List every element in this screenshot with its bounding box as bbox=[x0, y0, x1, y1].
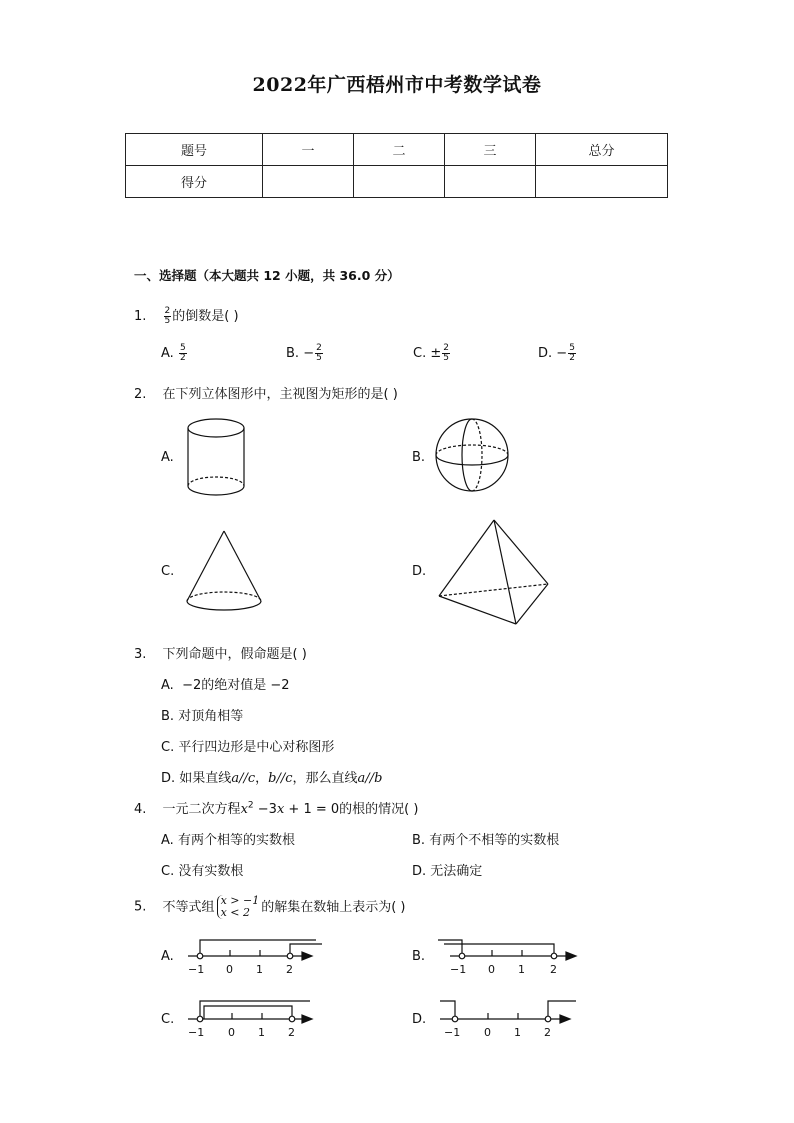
question-number: 4. bbox=[134, 802, 147, 817]
tick-label: 1 bbox=[518, 963, 525, 976]
tick-label: 0 bbox=[488, 963, 495, 976]
option-c[interactable]: C. 平行四边形是中心对称图形 bbox=[161, 740, 335, 755]
option-d[interactable]: D. bbox=[412, 564, 427, 579]
tick-label: −1 bbox=[188, 1026, 205, 1039]
option-a[interactable]: A. 有两个相等的实数根 bbox=[161, 833, 295, 848]
option-a[interactable]: A. $\frac{5}{2}$ bbox=[161, 343, 186, 363]
tick-label: 1 bbox=[514, 1026, 521, 1039]
option-c[interactable]: C. bbox=[161, 564, 175, 579]
question-number: 5. bbox=[134, 899, 147, 915]
question-stem: 一元二次方程$x^2 -3x + 1 = 0$的根的情况( ) bbox=[162, 800, 419, 817]
table-cell: 题号 bbox=[126, 134, 263, 166]
fraction: $\frac{2}{5}$ bbox=[164, 306, 171, 326]
question-stem: 在下列立体图形中，主视图为矩形的是( ) bbox=[162, 387, 398, 402]
option-a[interactable]: A. bbox=[161, 949, 174, 964]
option-d[interactable]: D. bbox=[412, 1012, 427, 1027]
tick-label: −1 bbox=[444, 1026, 461, 1039]
option-b[interactable]: B. bbox=[412, 949, 426, 964]
tick-label: −1 bbox=[450, 963, 467, 976]
question-stem: 不等式组 x > −1 x < 2 的解集在数轴上表示为( ) bbox=[162, 894, 406, 919]
tick-label: 1 bbox=[258, 1026, 265, 1039]
tick-label: −1 bbox=[188, 963, 205, 976]
option-b[interactable]: B. 有两个不相等的实数根 bbox=[412, 833, 560, 848]
tick-label: 2 bbox=[288, 1026, 295, 1039]
tick-label: 2 bbox=[544, 1026, 551, 1039]
page-title: 2022年广西梧州市中考数学试卷 bbox=[252, 74, 542, 96]
tick-label: 0 bbox=[484, 1026, 491, 1039]
question-stem: 下列命题中，假命题是( ) bbox=[162, 647, 307, 662]
option-c[interactable]: C. ± $\frac{2}{5}$ bbox=[413, 343, 449, 363]
option-c[interactable]: C. 没有实数根 bbox=[161, 864, 244, 879]
option-c[interactable]: C. bbox=[161, 1012, 175, 1027]
option-b[interactable]: B. bbox=[412, 450, 426, 465]
table-cell: 总分 bbox=[536, 134, 668, 166]
question-number: 1. bbox=[134, 309, 147, 324]
table-cell: 三 bbox=[445, 134, 536, 166]
question-number: 2. bbox=[134, 387, 147, 402]
option-a[interactable]: A. −2的绝对值是 −2 bbox=[161, 678, 290, 693]
table-cell: 得分 bbox=[126, 166, 263, 198]
option-d[interactable]: D. − $\frac{5}{2}$ bbox=[538, 343, 575, 363]
tick-label: 2 bbox=[550, 963, 557, 976]
section-heading: 一、选择题（本大题共 12 小题，共 36.0 分） bbox=[134, 268, 400, 283]
table-cell: 二 bbox=[354, 134, 445, 166]
tick-label: 0 bbox=[228, 1026, 235, 1039]
table-cell: 一 bbox=[263, 134, 354, 166]
question-number: 3. bbox=[134, 647, 147, 662]
tick-label: 1 bbox=[256, 963, 263, 976]
option-a[interactable]: A. bbox=[161, 450, 174, 465]
option-d[interactable]: D. 如果直线a//c，b//c，那么直线a//b bbox=[161, 771, 383, 786]
option-b[interactable]: B. − $\frac{2}{5}$ bbox=[286, 343, 322, 363]
tick-label: 0 bbox=[226, 963, 233, 976]
option-b[interactable]: B. 对顶角相等 bbox=[161, 709, 244, 724]
tick-label: 2 bbox=[286, 963, 293, 976]
option-d[interactable]: D. 无法确定 bbox=[412, 864, 483, 879]
question-stem: 的倒数是( ) bbox=[172, 309, 239, 324]
inequality-system: x > −1 x < 2 bbox=[217, 895, 260, 919]
